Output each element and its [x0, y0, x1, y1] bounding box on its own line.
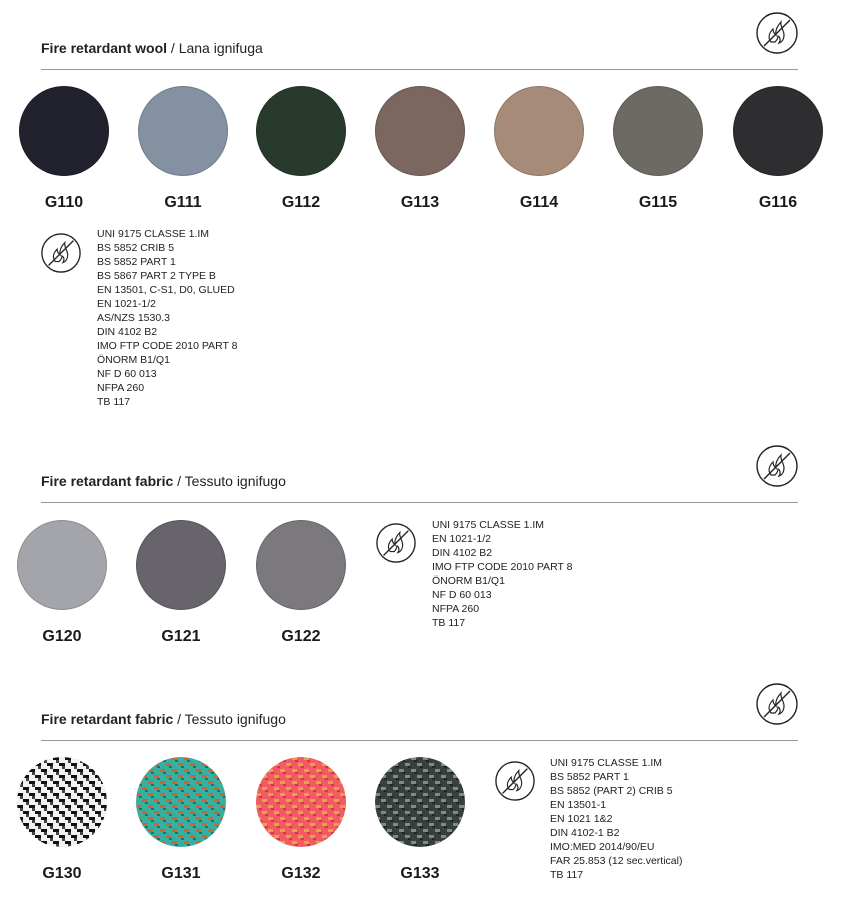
certification-item: BS 5852 (PART 2) CRIB 5 — [550, 785, 673, 797]
certification-item: EN 13501-1 — [550, 799, 607, 811]
swatch-code: G116 — [758, 194, 798, 211]
swatch-code: G113 — [400, 194, 440, 211]
certification-item: BS 5852 PART 1 — [97, 256, 176, 268]
certification-item: TB 117 — [97, 396, 131, 408]
section-title: Fire retardant fabric / Tessuto ignifugo — [41, 711, 286, 727]
no-fire-icon — [40, 232, 82, 274]
certification-item: NF D 60 013 — [432, 589, 492, 601]
swatch-g114[interactable] — [494, 86, 584, 176]
swatch-g116[interactable] — [733, 86, 823, 176]
swatch-g133[interactable] — [375, 757, 465, 847]
section-title: Fire retardant wool / Lana ignifuga — [41, 40, 263, 56]
swatch-g111[interactable] — [138, 86, 228, 176]
certification-item: EN 1021-1/2 — [432, 533, 491, 545]
divider — [41, 740, 798, 741]
swatch-g110[interactable] — [19, 86, 109, 176]
swatch-g120[interactable] — [17, 520, 107, 610]
swatch-code: G111 — [164, 194, 202, 211]
swatch-g131[interactable] — [136, 757, 226, 847]
no-fire-icon — [755, 11, 799, 55]
swatch-code: G131 — [161, 865, 201, 882]
divider — [41, 502, 798, 503]
swatch-code: G110 — [44, 194, 84, 211]
certification-item: AS/NZS 1530.3 — [97, 312, 170, 324]
certification-item: ÖNORM B1/Q1 — [432, 575, 505, 587]
certification-item: EN 1021 1&2 — [550, 813, 613, 825]
swatch-code: G130 — [42, 865, 82, 882]
certification-item: DIN 4102-1 B2 — [550, 827, 620, 839]
swatch-code: G121 — [161, 628, 201, 645]
swatch-g132[interactable] — [256, 757, 346, 847]
certification-list — [432, 518, 572, 630]
certification-item: DIN 4102 B2 — [97, 326, 158, 338]
no-fire-icon — [494, 760, 536, 802]
certification-item: ÖNORM B1/Q1 — [97, 354, 170, 366]
no-fire-icon — [755, 444, 799, 488]
certification-item: UNI 9175 CLASSE 1.IM — [432, 519, 545, 531]
certification-item: NF D 60 013 — [97, 368, 157, 380]
swatch-g113[interactable] — [375, 86, 465, 176]
swatch-code: G114 — [519, 194, 559, 211]
certification-item: DIN 4102 B2 — [432, 547, 493, 559]
swatch-g121[interactable] — [136, 520, 226, 610]
swatch-g122[interactable] — [256, 520, 346, 610]
certification-list — [550, 756, 682, 882]
certification-item: BS 5867 PART 2 TYPE B — [97, 270, 216, 282]
swatch-code: G112 — [281, 194, 321, 211]
swatch-code: G120 — [42, 628, 82, 645]
certification-item: EN 1021-1/2 — [97, 298, 156, 310]
certification-item: UNI 9175 CLASSE 1.IM — [550, 757, 663, 769]
swatch-g115[interactable] — [613, 86, 703, 176]
swatch-g130[interactable] — [17, 757, 107, 847]
certification-item: BS 5852 CRIB 5 — [97, 242, 175, 254]
certification-item: FAR 25.853 (12 sec.vertical) — [550, 855, 683, 867]
divider — [41, 69, 798, 70]
certification-item: NFPA 260 — [97, 382, 145, 394]
swatch-code: G122 — [281, 628, 321, 645]
certification-item: TB 117 — [432, 617, 466, 629]
no-fire-icon — [375, 522, 417, 564]
certification-item: BS 5852 PART 1 — [550, 771, 629, 783]
certification-list — [97, 227, 237, 409]
swatch-code: G133 — [400, 865, 440, 882]
certification-item: UNI 9175 CLASSE 1.IM — [97, 228, 210, 240]
certification-item: NFPA 260 — [432, 603, 480, 615]
certification-item: IMO:MED 2014/90/EU — [550, 841, 655, 853]
no-fire-icon — [755, 682, 799, 726]
swatch-code: G132 — [281, 865, 321, 882]
section-title: Fire retardant fabric / Tessuto ignifugo — [41, 473, 286, 489]
certification-item: TB 117 — [550, 869, 584, 881]
swatch-code: G115 — [638, 194, 678, 211]
certification-item: IMO FTP CODE 2010 PART 8 — [432, 561, 573, 573]
certification-item: EN 13501, C-S1, D0, GLUED — [97, 284, 235, 296]
certification-item: IMO FTP CODE 2010 PART 8 — [97, 340, 238, 352]
swatch-g112[interactable] — [256, 86, 346, 176]
